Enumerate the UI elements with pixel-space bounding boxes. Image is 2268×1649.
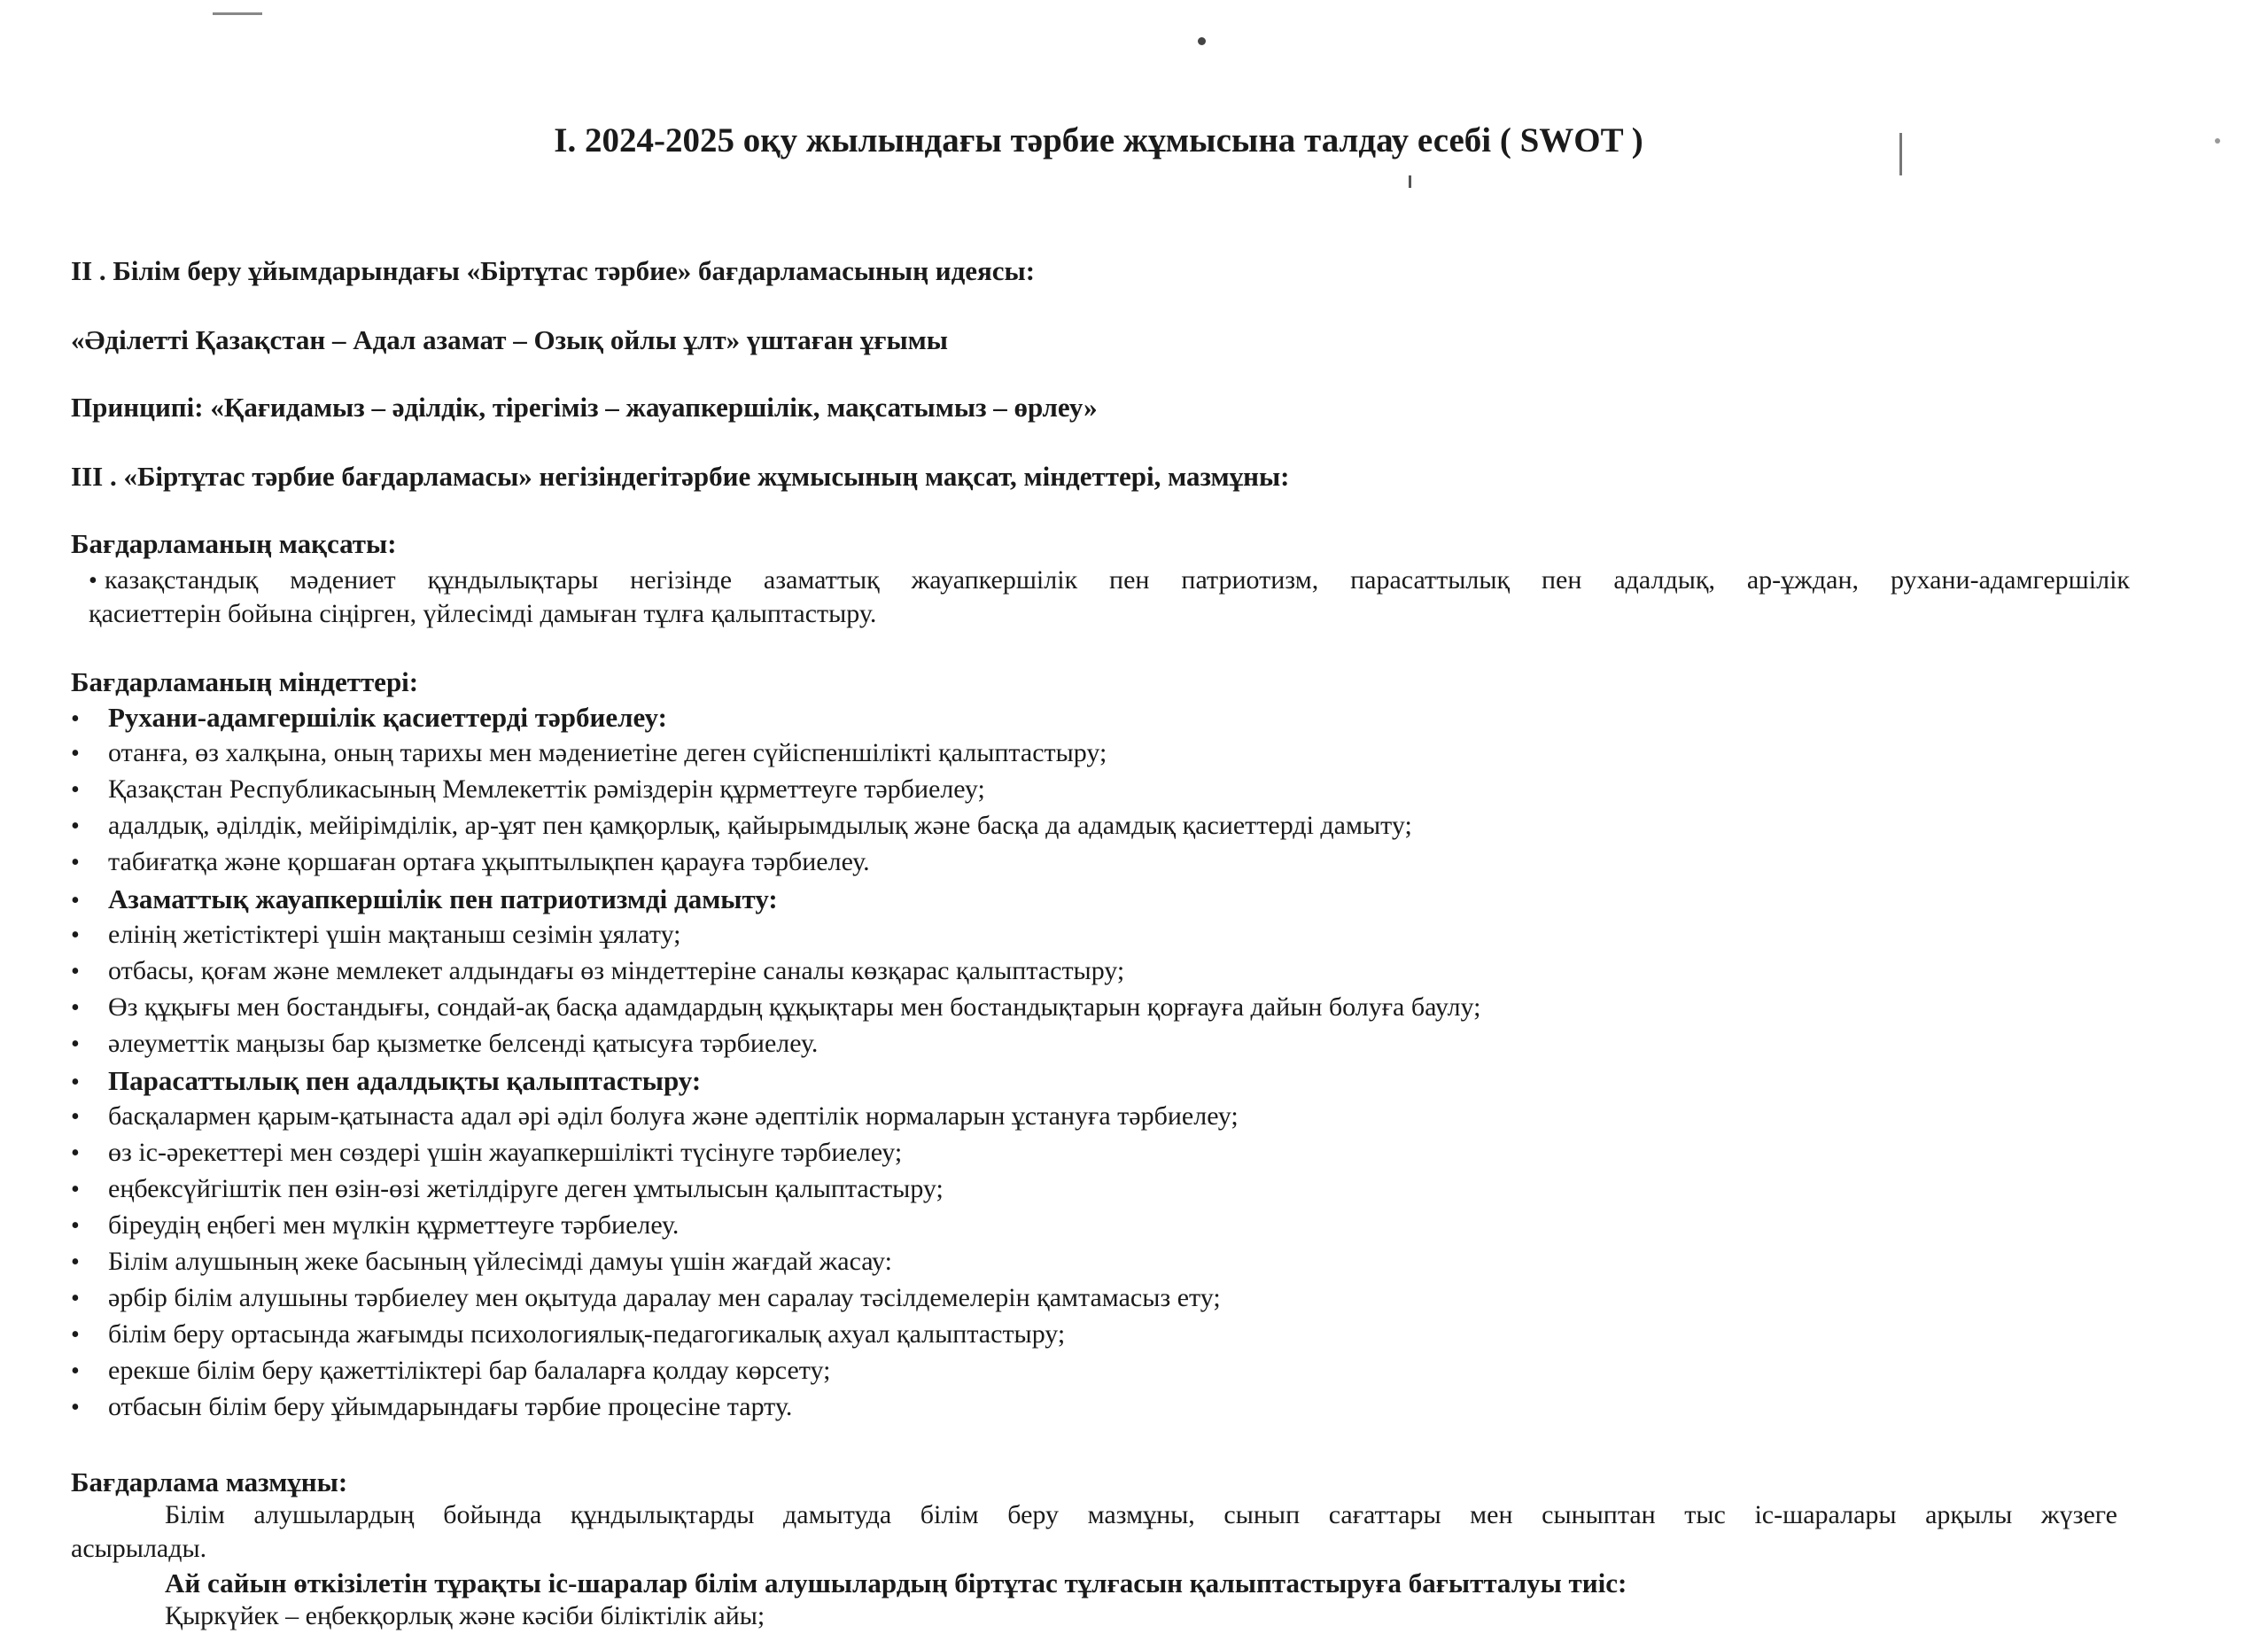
task-item-text: әлеуметтік маңызы бар қызметке белсенді қатысуға тәрбиелеу.	[108, 1029, 819, 1058]
task-item-text: отанға, өз халқына, оның тарихы мен мәдениетіне деген сүйіспеншілікті қалыптастыру;	[108, 738, 1107, 767]
monthly-events-heading: Ай сайын өткізілетін тұрақты іс-шаралар білім алушылардың біртұтас тұлғасын қалыптастыруға бағытталуы тиіс:	[165, 1567, 1627, 1598]
content-text-line1: Білім алушылардың бойында құндылықтарды дамытуда білім беру мазмұны, сынып сағаттары мен сыныптан тыс іс-шаралары арқылы жүзеге	[165, 1500, 2117, 1529]
tasks-heading: Бағдарламаның міндеттері:	[71, 666, 419, 697]
task-item	[71, 1283, 1221, 1313]
bullet-icon: •	[71, 994, 80, 1022]
bullet-icon: •	[71, 958, 80, 985]
bullet-icon: •	[71, 1176, 80, 1203]
bullet-icon: •	[71, 1212, 80, 1240]
scan-artifact-dot-top	[1198, 37, 1206, 45]
task-item-text: әрбір білім алушыны тәрбиелеу мен оқытуда даралау мен саралау тәсілдемелерін қамтамасыз ету;	[108, 1283, 1221, 1312]
task-item-text: Рухани-адамгершілік қасиеттерді тәрбиелеу:	[108, 702, 667, 733]
bullet-icon: •	[71, 705, 80, 733]
task-item	[71, 1065, 701, 1097]
program-idea: «Әділетті Қазақстан – Адал азамат – Озық ойлы ұлт» үштаған ұғымы	[71, 324, 948, 355]
section2-heading: II . Білім беру ұйымдарындағы «Біртұтас тәрбие» бағдарламасының идеясы:	[71, 255, 1036, 286]
program-principle: Принципі: «Қағидамыз – әділдік, тірегіміз – жауапкершілік, мақсатымыз – өрлеу»	[71, 392, 1098, 423]
task-item-text: отбасын білім беру ұйымдарындағы тәрбие процесіне тарту.	[108, 1392, 793, 1421]
task-item	[71, 1247, 892, 1277]
task-item-text: Білім алушының жеке басының үйлесімді дамуы үшін жағдай жасау:	[108, 1247, 892, 1276]
goal-text-line2: қасиеттерін бойына сіңірген, үйлесімді дамыған тұлға қалыптастыру.	[89, 599, 877, 628]
bullet-icon: •	[71, 1103, 80, 1131]
task-item-text: Парасаттылық пен адалдықты қалыптастыру:	[108, 1065, 702, 1096]
task-item-text: ерекше білім беру қажеттіліктері бар балаларға қолдау көрсету;	[108, 1356, 831, 1385]
goal-heading: Бағдарламаның мақсаты:	[71, 528, 397, 559]
task-item-text: Қазақстан Республикасының Мемлекеттік рәміздерін құрметтеуге тәрбиелеу;	[108, 774, 985, 804]
bullet-icon: •	[71, 776, 80, 804]
task-item	[71, 1029, 818, 1059]
task-item-text: өз іс-әрекеттері мен сөздері үшін жауапкершілікті түсінуге тәрбиелеу;	[108, 1138, 903, 1167]
section3-heading: III . «Біртұтас тәрбие бағдарламасы» негізіндегітәрбие жұмысының мақсат, міндеттері, мазмұны:	[71, 461, 1290, 492]
bullet-icon: •	[89, 567, 97, 595]
task-item-text: адалдық, әділдік, мейірімділік, ар-ұят пен қамқорлық, қайырымдылық және басқа да адамдық қасиеттерді дамыту;	[108, 811, 1412, 840]
bullet-icon: •	[71, 887, 80, 914]
task-item	[71, 883, 778, 915]
task-item	[71, 956, 1124, 986]
scan-artifact-dot-right	[2215, 138, 2220, 144]
scan-artifact-tick	[1409, 175, 1411, 188]
bullet-icon: •	[71, 1394, 80, 1421]
bullet-icon: •	[71, 1285, 80, 1312]
task-item-text: Азаматтық жауапкершілік пен патриотизмді дамыту:	[108, 883, 778, 914]
content-text-line2: асырылады.	[71, 1534, 207, 1563]
task-item	[71, 1356, 830, 1386]
task-item	[71, 811, 1412, 841]
bullet-icon: •	[71, 813, 80, 840]
goal-text-line1: казақстандық мәдениет құндылықтары негізінде азаматтық жауапкершілік пен патриотизм, парасаттылық пен адалдық, ар-ұждан, рухани-адамгершілік	[105, 565, 2130, 595]
bullet-icon: •	[71, 1248, 80, 1276]
goal-bullet-line	[89, 565, 2130, 595]
task-item	[71, 738, 1107, 768]
bullet-icon: •	[71, 1357, 80, 1385]
task-item	[71, 1392, 792, 1422]
task-item	[71, 1319, 1065, 1350]
bullet-icon: •	[71, 922, 80, 949]
task-item-text: елінің жетістіктері үшін мақтаныш сезімін ұялату;	[108, 920, 681, 949]
bullet-icon: •	[71, 1140, 80, 1167]
bullet-icon: •	[71, 1069, 80, 1096]
task-item	[71, 702, 667, 734]
task-item	[71, 774, 985, 805]
bullet-icon: •	[71, 849, 80, 876]
bullet-icon: •	[71, 1031, 80, 1058]
task-item-text: білім беру ортасында жағымды психологиялық-педагогикалық ахуал қалыптастыру;	[108, 1319, 1066, 1349]
task-item-text: Өз құқығы мен бостандығы, сондай-ақ басқа адамдардың құқықтары мен бостандықтарын қорғауға дайын болуға баулу;	[108, 992, 1481, 1022]
task-item-text: біреудің еңбегі мен мүлкін құрметтеуге тәрбиелеу.	[108, 1210, 680, 1240]
task-item	[71, 1101, 1239, 1132]
task-item	[71, 1210, 679, 1241]
task-item	[71, 847, 870, 877]
task-item	[71, 1138, 902, 1168]
task-item	[71, 920, 681, 950]
september-item: Қыркүйек – еңбекқорлық және кәсіби біліктілік айы;	[165, 1601, 765, 1630]
scan-artifact-top-left	[213, 12, 262, 15]
task-item-text: отбасы, қоғам және мемлекет алдындағы өз міндеттеріне саналы көзқарас қалыптастыру;	[108, 956, 1125, 985]
content-heading: Бағдарлама мазмұны:	[71, 1466, 348, 1497]
task-item-text: табиғатқа және қоршаған ортаға ұқыптылықпен қарауға тәрбиелеу.	[108, 847, 870, 876]
page-title: I. 2024-2025 оқу жылындағы тәрбие жұмысына талдау есебі ( SWOT )	[554, 121, 1643, 159]
task-item	[71, 1174, 944, 1204]
task-item-text: басқалармен қарым-қатынаста адал әрі әділ болуға және әдептілік нормаларын ұстануға тәрбиелеу;	[108, 1101, 1239, 1131]
task-item-text: еңбексүйгіштік пен өзін-өзі жетілдіруге деген ұмтылысын қалыптастыру;	[108, 1174, 944, 1203]
task-item	[71, 992, 1481, 1023]
bullet-icon: •	[71, 740, 80, 767]
bullet-icon: •	[71, 1321, 80, 1349]
